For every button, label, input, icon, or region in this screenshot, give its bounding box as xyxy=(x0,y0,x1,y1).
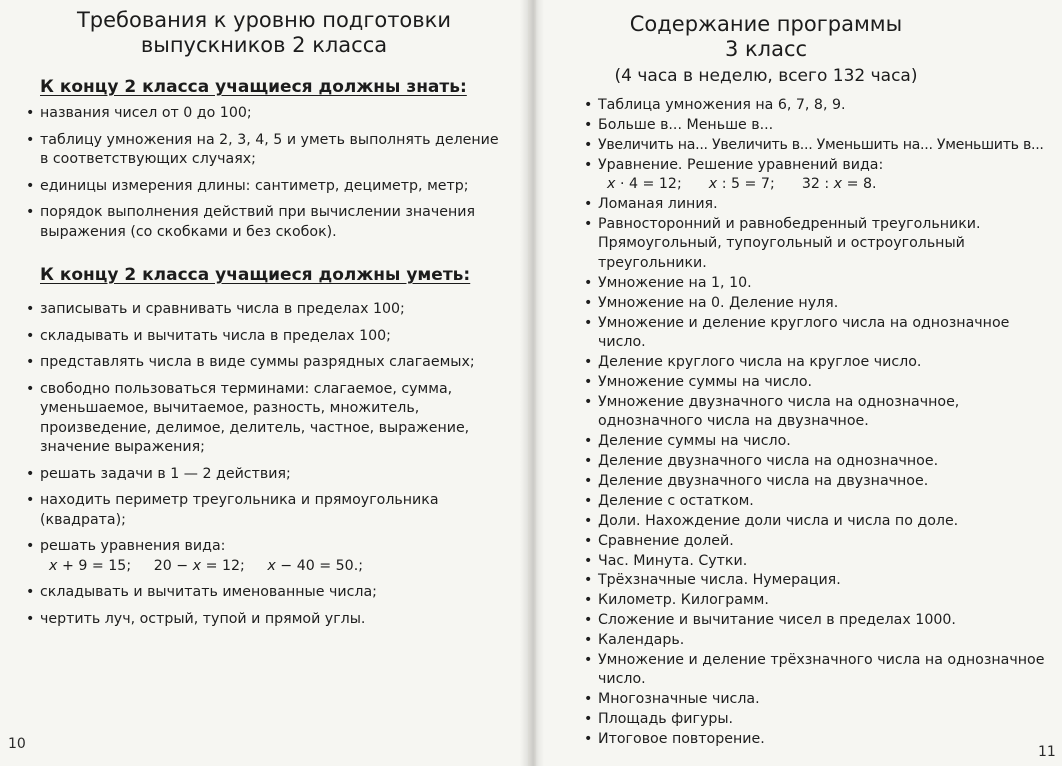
know-list xyxy=(26,104,504,242)
right-title-line2: 3 класс xyxy=(724,37,808,61)
list-item: • порядок выполнения действий при вычислении значения выражения (со скобками и без скобок). xyxy=(26,203,504,242)
equation-text: 32 : xyxy=(801,176,834,193)
list-item: • Площадь фигуры. xyxy=(584,710,1058,730)
equation-text: − 40 = 50.; xyxy=(275,557,363,574)
list-item: • Умножение на 1, 10. xyxy=(584,274,1058,294)
equation-text: · 4 = 12; xyxy=(615,176,682,193)
equation-var: x xyxy=(708,176,718,193)
left-title-line2: выпускников 2 класса xyxy=(140,33,388,57)
list-item: • решать задачи в 1 — 2 действия; xyxy=(26,465,504,485)
list-item-equations xyxy=(26,537,504,576)
list-item: • единицы измерения длины: сантиметр, дециметр, метр; xyxy=(26,177,504,197)
left-page xyxy=(0,0,528,766)
equation-text: : 5 = 7; xyxy=(717,176,775,193)
list-item: • Умножение суммы на число. xyxy=(584,373,1058,393)
list-item: • Час. Минута. Сутки. xyxy=(584,552,1058,572)
equation-var: x xyxy=(267,557,276,574)
list-item: • Деление с остатком. xyxy=(584,492,1058,512)
list-item: • Умножение и деление трёхзначного числа на однозначное число. xyxy=(584,651,1058,690)
list-item: • таблицу умножения на 2, 3, 4, 5 и уметь выполнять деление в соответствующих случаях; xyxy=(26,131,504,170)
list-item: • находить периметр треугольника и прямоугольника (квадрата); xyxy=(26,491,504,530)
equation-var: x xyxy=(607,176,616,193)
program-list-wrap xyxy=(584,96,1058,750)
right-page-title xyxy=(536,12,996,88)
equation-text: = 8. xyxy=(842,176,877,193)
equations-label: решать уравнения вида: xyxy=(40,538,226,554)
equation-var: x xyxy=(49,557,58,574)
list-item: • Умножение на 0. Деление нуля. xyxy=(584,294,1058,314)
list-item: • представлять числа в виде суммы разрядных слагаемых; xyxy=(26,353,504,373)
able-heading: К концу 2 класса учащиеся должны уметь: xyxy=(40,265,471,285)
list-item-equations xyxy=(584,156,1058,195)
list-item: • Километр. Килограмм. xyxy=(584,591,1058,611)
equation-text: = 12; xyxy=(201,557,245,574)
page-number-right: 11 xyxy=(1038,744,1056,760)
able-section xyxy=(40,264,510,286)
left-page-title xyxy=(0,8,528,58)
list-item: • Трёхзначные числа. Нумерация. xyxy=(584,571,1058,591)
list-item: • Деление суммы на число. xyxy=(584,432,1058,452)
right-title-line3: (4 часа в неделю, всего 132 часа) xyxy=(614,66,918,86)
program-list xyxy=(584,96,1058,750)
list-item: • складывать и вычитать именованные числа; xyxy=(26,583,504,603)
equation-text: + 9 = 15; xyxy=(57,557,132,574)
list-item: • названия чисел от 0 до 100; xyxy=(26,104,504,124)
list-item: • складывать и вычитать числа в пределах 100; xyxy=(26,327,504,347)
left-title-line1: Требования к уровню подготовки xyxy=(76,8,451,32)
book-gutter-shadow xyxy=(520,0,544,766)
list-item: • записывать и сравнивать числа в пределах 100; xyxy=(26,300,504,320)
able-list-wrap xyxy=(26,300,504,636)
list-item: • Больше в... Меньше в... xyxy=(584,116,1058,136)
equation-text: 20 − xyxy=(153,557,193,574)
list-item: • Таблица умножения на 6, 7, 8, 9. xyxy=(584,96,1058,116)
list-item: • Многозначные числа. xyxy=(584,690,1058,710)
list-item: • Сложение и вычитание чисел в пределах 1000. xyxy=(584,611,1058,631)
equations-line xyxy=(40,557,504,577)
equation-var: x xyxy=(833,176,843,193)
equations-label: Уравнение. Решение уравнений вида: xyxy=(598,156,884,173)
know-section xyxy=(40,76,510,98)
list-item: • Умножение и деление круглого числа на однозначное число. xyxy=(584,314,1058,353)
know-heading: К концу 2 класса учащиеся должны знать: xyxy=(40,77,467,97)
list-item: • свободно пользоваться терминами: слагаемое, сумма, уменьшаемое, вычитаемое, разность, множитель, произведение, делимое, делитель, частное, выражение, значение выражения; xyxy=(26,380,504,458)
list-item: • Деление двузначного числа на двузначное. xyxy=(584,472,1058,492)
know-list-wrap xyxy=(26,104,504,249)
list-item: • Равносторонний и равнобедренный треугольники. Прямоугольный, тупоугольный и остроугольный треугольники. xyxy=(584,215,1058,274)
right-page xyxy=(536,0,1062,766)
list-item: • Сравнение долей. xyxy=(584,532,1058,552)
equations-line xyxy=(598,175,1058,195)
equation-var: x xyxy=(192,557,202,574)
list-item: • Ломаная линия. xyxy=(584,195,1058,215)
page-number-left: 10 xyxy=(8,736,26,752)
right-title-line1: Содержание программы xyxy=(629,12,903,36)
list-item: • Увеличить на... Увеличить в... Уменьшить на... Уменьшить в... xyxy=(584,136,1058,156)
list-item: • чертить луч, острый, тупой и прямой углы. xyxy=(26,610,504,630)
list-item: • Деление двузначного числа на однозначное. xyxy=(584,452,1058,472)
list-item: • Доли. Нахождение доли числа и числа по доле. xyxy=(584,512,1058,532)
able-list xyxy=(26,300,504,629)
list-item: • Умножение двузначного числа на однозначное, однозначного числа на двузначное. xyxy=(584,393,1058,432)
list-item: • Итоговое повторение. xyxy=(584,730,1058,750)
list-item: • Календарь. xyxy=(584,631,1058,651)
list-item: • Деление круглого числа на круглое число. xyxy=(584,353,1058,373)
